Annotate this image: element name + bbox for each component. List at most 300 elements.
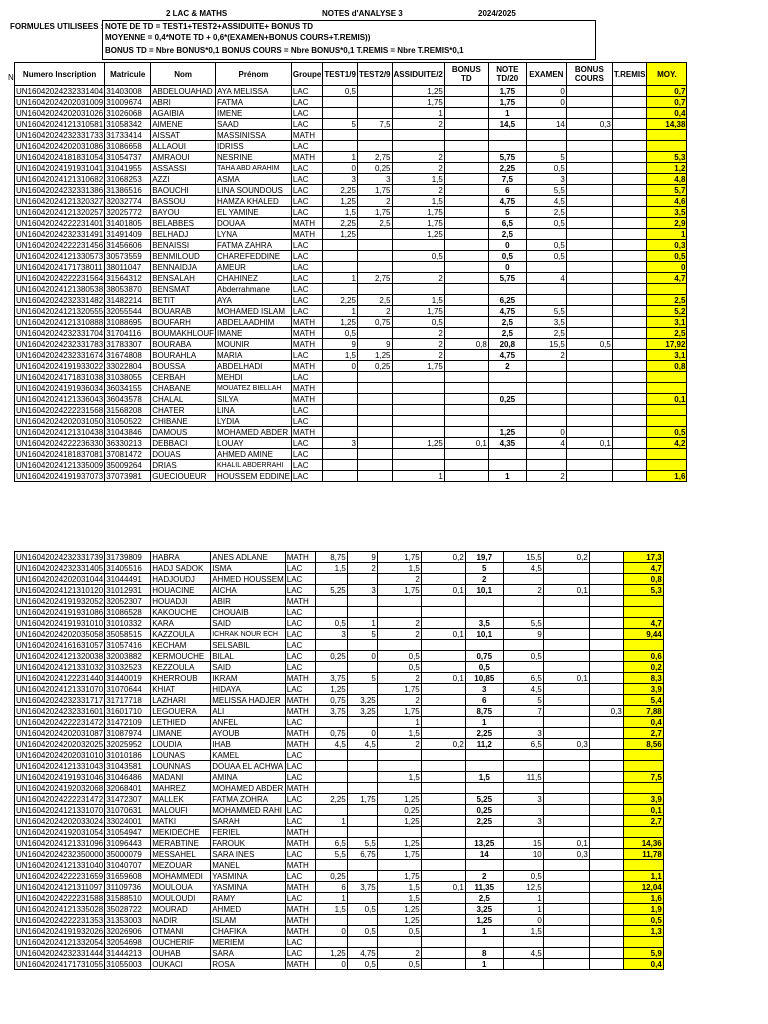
cell-examen — [526, 416, 566, 427]
cell-note-td — [488, 449, 526, 460]
cell-examen: 4 — [526, 273, 566, 284]
cell-prenom: MOUATEZ BIELLAH — [216, 383, 292, 394]
cell-t-remis — [612, 427, 647, 438]
cell-assiduite: 0,5 — [377, 651, 421, 662]
cell-bonus-td — [444, 196, 488, 207]
table-row — [15, 706, 664, 717]
cell-bonus-td — [421, 783, 465, 794]
cell-bonus-td — [444, 229, 488, 240]
cell-examen — [526, 394, 566, 405]
cell-test1: 1,25 — [315, 948, 347, 959]
cell-prenom: HOUSSEM EDDINE — [217, 471, 290, 481]
cell-test1: 0,5 — [315, 618, 347, 629]
cell-note-td: 4,75 — [488, 196, 526, 207]
cell-test1 — [323, 405, 358, 416]
cell-t-remis — [612, 218, 647, 229]
cell-note-td: 3,25 — [465, 904, 503, 915]
cell-bonus-cours — [566, 185, 612, 196]
table-row — [15, 618, 664, 629]
cell-assiduite: 1,75 — [377, 871, 421, 882]
cell-assiduite: 1 — [377, 717, 421, 728]
cell-bonus-cours — [543, 926, 589, 937]
cell-moyenne: 5,2 — [647, 306, 687, 317]
cell-t-remis — [589, 673, 623, 684]
cell-examen: 15 — [503, 838, 543, 849]
document-title: NOTES d'ANALYSE 3 — [322, 9, 403, 18]
cell-test1: 1 — [315, 816, 347, 827]
cell-groupe: MATH — [291, 339, 322, 350]
cell-test2: 5 — [347, 673, 377, 684]
cell-test1 — [323, 416, 358, 427]
cell-test1 — [323, 372, 358, 383]
cell-inscription: UN16042024121310120 — [16, 585, 104, 595]
table-row — [15, 893, 664, 904]
cell-moyenne — [647, 372, 687, 383]
cell-matricule: 31088695 — [105, 317, 151, 328]
cell-matricule: 32026906 — [105, 926, 151, 937]
cell-prenom: HAMZA KHALED — [216, 196, 292, 207]
cell-test1: 2,25 — [315, 794, 347, 805]
cell-test2: 9 — [347, 552, 377, 563]
cell-examen — [503, 959, 543, 970]
cell-examen: 3 — [503, 816, 543, 827]
cell-test2 — [357, 394, 392, 405]
cell-nom: CHATER — [151, 405, 216, 416]
table-row — [15, 328, 687, 339]
cell-inscription: UN16042024121320257 — [16, 207, 104, 217]
cell-moyenne: 4,7 — [647, 273, 687, 284]
cell-bonus-cours: 0,3 — [566, 119, 612, 130]
cell-bonus-td — [421, 893, 465, 904]
cell-t-remis — [612, 438, 647, 449]
cell-bonus-td — [444, 350, 488, 361]
cell-prenom: AHMED — [211, 904, 286, 915]
cell-bonus-td — [444, 108, 488, 119]
academic-year: 2024/2025 — [478, 9, 516, 18]
cell-moyenne: 2,5 — [647, 295, 687, 306]
cell-test1: 5 — [323, 119, 358, 130]
cell-bonus-cours — [543, 662, 589, 673]
cell-t-remis — [612, 372, 647, 383]
cell-matricule: 31482214 — [105, 295, 151, 306]
cell-test2: 2 — [347, 563, 377, 574]
cell-assiduite: 1,75 — [377, 849, 421, 860]
cell-bonus-cours — [543, 794, 589, 805]
cell-t-remis — [612, 97, 647, 108]
cell-groupe: MATH — [291, 394, 322, 405]
cell-nom: MATKI — [151, 816, 211, 827]
cell-note-td: 4,75 — [488, 350, 526, 361]
cell-groupe: MATH — [285, 783, 315, 794]
cell-moyenne: 4,8 — [647, 174, 687, 185]
cell-test1: 9 — [323, 339, 358, 350]
table-row — [15, 827, 664, 838]
cell-note-td: 10,85 — [465, 673, 503, 684]
cell-assiduite: 2 — [377, 629, 421, 640]
cell-matricule: 31032523 — [105, 662, 151, 673]
cell-bonus-td — [421, 717, 465, 728]
table-row — [15, 739, 664, 750]
cell-test2 — [347, 871, 377, 882]
cell-test1 — [315, 915, 347, 926]
cell-t-remis — [612, 229, 647, 240]
table-row — [15, 284, 687, 295]
cell-bonus-td: 0,1 — [421, 629, 465, 640]
cell-bonus-cours — [543, 772, 589, 783]
cell-nom: LOUNNAS — [151, 761, 211, 772]
cell-prenom: ANFEL — [211, 717, 286, 728]
cell-t-remis — [612, 130, 647, 141]
cell-moyenne — [647, 141, 687, 152]
table-row — [15, 805, 664, 816]
cell-inscription: UN16042024202033024 — [16, 816, 104, 826]
cell-bonus-td — [421, 706, 465, 717]
cell-prenom: AYA — [216, 295, 292, 306]
table-row — [15, 394, 687, 405]
cell-test1 — [323, 97, 358, 108]
cell-note-td: 2 — [465, 574, 503, 585]
cell-matricule: 31086658 — [105, 141, 151, 152]
cell-bonus-cours — [543, 882, 589, 893]
cell-matricule: 31050522 — [105, 416, 151, 427]
cell-test1: 0,5 — [323, 328, 358, 339]
cell-moyenne: 5,4 — [623, 695, 663, 706]
table-row — [15, 152, 687, 163]
cell-examen — [503, 596, 543, 607]
cell-matricule: 31087974 — [105, 728, 151, 739]
cell-groupe: MATH — [285, 552, 315, 563]
table-row — [15, 849, 664, 860]
cell-t-remis — [612, 240, 647, 251]
cell-test1 — [323, 460, 358, 471]
cell-examen: 3,5 — [526, 317, 566, 328]
cell-prenom: ABIR — [211, 596, 286, 607]
cell-groupe: LAC — [291, 174, 322, 185]
cell-moyenne: 5,3 — [623, 585, 663, 596]
cell-groupe: LAC — [291, 471, 322, 482]
table-row — [15, 427, 687, 438]
cell-test1 — [323, 130, 358, 141]
cell-moyenne — [623, 937, 663, 948]
cell-test2: 1,75 — [347, 794, 377, 805]
cell-prenom: ASMA — [216, 174, 292, 185]
cell-moyenne: 0,2 — [623, 662, 663, 673]
cell-note-td: 1 — [465, 959, 503, 970]
cell-test1: 1 — [323, 273, 358, 284]
cell-prenom: FERIEL — [211, 827, 286, 838]
cell-assiduite: 0,25 — [377, 805, 421, 816]
cell-examen — [526, 108, 566, 119]
cell-inscription: UN16042024232331674 — [16, 350, 104, 360]
cell-note-td — [488, 141, 526, 152]
cell-moyenne: 0,4 — [623, 717, 663, 728]
cell-bonus-td — [421, 871, 465, 882]
cell-groupe: MATH — [285, 728, 315, 739]
cell-test2 — [357, 405, 392, 416]
cell-test1 — [323, 394, 358, 405]
cell-assiduite — [392, 394, 444, 405]
cell-prenom: CHAHINEZ — [216, 273, 292, 284]
cell-test1 — [323, 108, 358, 119]
cell-inscription: UN16042024191936034 — [16, 383, 104, 393]
cell-test2 — [347, 783, 377, 794]
cell-prenom: AHMED HOUSSEM — [212, 574, 284, 584]
cell-inscription: UN16042024121310581 — [16, 119, 104, 129]
cell-prenom: DOUAA EL ACHWA — [211, 761, 286, 772]
cell-inscription: UN16042024232331733 — [16, 130, 104, 140]
cell-assiduite: 1,5 — [392, 196, 444, 207]
column-header-nom: Nom — [151, 63, 216, 86]
cell-groupe: MATH — [285, 596, 315, 607]
cell-moyenne: 5,9 — [623, 948, 663, 959]
cell-matricule: 31717718 — [105, 695, 151, 706]
cell-examen — [503, 717, 543, 728]
cell-test2: 1,75 — [357, 185, 392, 196]
cell-test2: 0 — [347, 651, 377, 662]
table-header-row — [15, 63, 687, 86]
table-row — [15, 904, 664, 915]
table-row — [15, 471, 687, 482]
cell-test2 — [347, 860, 377, 871]
cell-bonus-cours — [566, 317, 612, 328]
cell-test1: 1,5 — [323, 350, 358, 361]
cell-moyenne: 17,92 — [647, 339, 687, 350]
formulas-box — [102, 20, 596, 60]
cell-examen — [503, 607, 543, 618]
cell-inscription: UN16042024191933022 — [16, 361, 104, 371]
table-row — [15, 838, 664, 849]
cell-examen — [503, 860, 543, 871]
cell-examen — [503, 574, 543, 585]
cell-assiduite: 1,75 — [377, 585, 421, 596]
cell-nom: BENSMAT — [151, 284, 216, 295]
cell-groupe: LAC — [285, 585, 315, 596]
cell-bonus-td: 0,2 — [421, 552, 465, 563]
cell-bonus-cours — [543, 695, 589, 706]
cell-t-remis — [589, 607, 623, 618]
cell-t-remis — [589, 915, 623, 926]
table-row — [15, 108, 687, 119]
cell-moyenne: 0 — [647, 262, 687, 273]
cell-inscription: UN16042024121320327 — [16, 196, 104, 206]
cell-bonus-cours — [543, 651, 589, 662]
cell-matricule: 31564312 — [105, 273, 151, 284]
cell-examen: 5 — [526, 152, 566, 163]
cell-inscription: UN16042024232331405 — [16, 563, 104, 573]
cell-assiduite: 2 — [392, 152, 444, 163]
cell-prenom: RAMY — [211, 893, 286, 904]
cell-bonus-cours — [543, 871, 589, 882]
table-row — [15, 207, 687, 218]
cell-assiduite: 1,25 — [377, 794, 421, 805]
cell-groupe: MATH — [291, 130, 322, 141]
cell-nom: BOUFARH — [151, 317, 216, 328]
cell-prenom: LINA SOUNDOUS — [216, 185, 292, 196]
cell-matricule: 32025772 — [105, 207, 151, 218]
cell-matricule: 31739809 — [105, 552, 151, 563]
cell-nom: ABRI — [151, 97, 216, 108]
cell-moyenne: 4,7 — [623, 618, 663, 629]
cell-test1 — [315, 827, 347, 838]
cell-nom: KEZZOULA — [151, 662, 211, 673]
cell-bonus-cours — [543, 607, 589, 618]
cell-nom: CHIBANE — [151, 416, 216, 427]
cell-prenom: CHOUAIB — [211, 607, 286, 618]
table-row — [15, 317, 687, 328]
cell-test2 — [347, 662, 377, 673]
cell-assiduite: 1,25 — [392, 438, 444, 449]
cell-note-td — [488, 372, 526, 383]
cell-prenom: IDRISS — [216, 141, 292, 152]
cell-bonus-td — [421, 607, 465, 618]
cell-note-td: 3,5 — [465, 618, 503, 629]
cell-bonus-cours: 0,5 — [566, 339, 612, 350]
cell-nom: DRIAS — [151, 460, 216, 471]
cell-matricule: 36330213 — [105, 438, 151, 449]
cell-examen: 0,5 — [503, 871, 543, 882]
cell-bonus-td — [444, 427, 488, 438]
cell-bonus-cours — [543, 618, 589, 629]
cell-note-td: 1,5 — [465, 772, 503, 783]
cell-test2 — [357, 262, 392, 273]
cell-inscription: UN16042024192031054 — [16, 827, 104, 837]
cell-moyenne: 3,9 — [623, 684, 663, 695]
cell-assiduite: 1,25 — [377, 904, 421, 915]
cell-test2: 2,75 — [357, 273, 392, 284]
cell-test1 — [315, 607, 347, 618]
cell-inscription: UN16042024121330573 — [16, 251, 104, 261]
cell-prenom: YASMINA — [211, 882, 286, 893]
cell-test2: 0,5 — [347, 904, 377, 915]
cell-bonus-cours — [566, 306, 612, 317]
cell-bonus-td — [421, 684, 465, 695]
cell-bonus-cours — [543, 728, 589, 739]
cell-note-td — [488, 405, 526, 416]
cell-nom: BAOUCHI — [151, 185, 216, 196]
cell-prenom: ANES ADLANE — [211, 552, 286, 563]
cell-assiduite: 1,5 — [377, 772, 421, 783]
cell-groupe: LAC — [291, 119, 322, 130]
cell-bonus-cours — [543, 915, 589, 926]
cell-t-remis — [589, 893, 623, 904]
cell-examen: 4,5 — [503, 563, 543, 574]
cell-groupe: LAC — [285, 684, 315, 695]
cell-moyenne: 0,7 — [647, 97, 687, 108]
cell-inscription: UN16042024202031087 — [16, 728, 104, 738]
cell-test2 — [357, 427, 392, 438]
cell-moyenne: 2,5 — [647, 328, 687, 339]
cell-examen: 2 — [526, 350, 566, 361]
cell-nom: LETHIED — [151, 717, 211, 728]
cell-inscription: UN16042024202031009 — [16, 97, 104, 107]
table-row — [15, 574, 664, 585]
cell-nom: HABRA — [151, 552, 211, 563]
cell-test2: 0 — [347, 728, 377, 739]
cell-prenom: CHAFIKA — [211, 926, 286, 937]
level-label: 2 LAC & MATHS — [166, 9, 228, 18]
cell-inscription: UN16042024191931041 — [16, 163, 104, 173]
cell-prenom: IKRAM — [211, 673, 286, 684]
cell-examen: 2,5 — [526, 328, 566, 339]
cell-assiduite: 1 — [392, 108, 444, 119]
cell-test2: 0,25 — [357, 163, 392, 174]
cell-inscription: UN16042024121331070 — [16, 684, 104, 694]
table-row — [15, 563, 664, 574]
cell-matricule: 35028722 — [105, 904, 151, 915]
cell-test2 — [347, 772, 377, 783]
cell-inscription: UN16042024232331482 — [16, 295, 104, 305]
table-row — [15, 141, 687, 152]
cell-nom: MOULOUA — [151, 882, 211, 893]
cell-test1: 0 — [315, 959, 347, 970]
cell-matricule: 33022804 — [105, 361, 151, 372]
cell-nom: BOUARAB — [151, 306, 216, 317]
cell-matricule: 31491409 — [105, 229, 151, 240]
cell-nom: AZZI — [151, 174, 216, 185]
cell-bonus-td — [444, 174, 488, 185]
cell-prenom: EL YAMINE — [216, 207, 292, 218]
cell-note-td: 0 — [488, 262, 526, 273]
cell-groupe: MATH — [285, 838, 315, 849]
cell-examen: 14 — [526, 119, 566, 130]
cell-matricule: 30573559 — [105, 251, 151, 262]
cell-inscription: UN16042024232331739 — [16, 552, 104, 562]
cell-note-td: 5 — [465, 563, 503, 574]
cell-t-remis — [589, 552, 623, 563]
cell-moyenne — [623, 783, 663, 794]
cell-test2 — [357, 229, 392, 240]
cell-groupe: LAC — [291, 251, 322, 262]
table-row — [15, 262, 687, 273]
cell-assiduite: 2 — [392, 273, 444, 284]
cell-note-td — [465, 761, 503, 772]
cell-bonus-cours: 0,1 — [543, 673, 589, 684]
cell-bonus-cours — [543, 783, 589, 794]
table-row — [15, 662, 664, 673]
cell-moyenne: 14,38 — [647, 119, 687, 130]
cell-assiduite — [377, 860, 421, 871]
cell-examen — [526, 229, 566, 240]
cell-bonus-cours — [566, 449, 612, 460]
cell-test2 — [347, 596, 377, 607]
cell-matricule: 31058342 — [105, 119, 151, 130]
cell-groupe: LAC — [291, 416, 322, 427]
cell-bonus-td — [444, 449, 488, 460]
cell-nom: MAHREZ — [151, 783, 211, 794]
cell-examen — [526, 383, 566, 394]
cell-nom: AGAIBIA — [151, 108, 216, 119]
cell-nom: BAYOU — [151, 207, 216, 218]
cell-groupe: LAC — [291, 295, 322, 306]
cell-moyenne: 5,7 — [647, 185, 687, 196]
cell-test1 — [323, 141, 358, 152]
cell-groupe: LAC — [285, 948, 315, 959]
cell-nom: KECHAM — [151, 640, 211, 651]
cell-groupe: MATH — [285, 915, 315, 926]
cell-groupe: LAC — [291, 306, 322, 317]
cell-note-td: 0,5 — [465, 662, 503, 673]
cell-test2: 2,5 — [357, 295, 392, 306]
cell-prenom: AHMED AMINE — [216, 449, 292, 460]
cell-assiduite — [377, 761, 421, 772]
cell-nom: MOHAMMEDI — [151, 871, 211, 882]
cell-examen: 2 — [503, 585, 543, 596]
cell-t-remis — [589, 585, 623, 596]
cell-inscription: UN16042024222231564 — [16, 273, 104, 283]
cell-test1 — [323, 471, 358, 482]
cell-groupe: LAC — [285, 937, 315, 948]
cell-matricule: 31659608 — [105, 871, 151, 882]
